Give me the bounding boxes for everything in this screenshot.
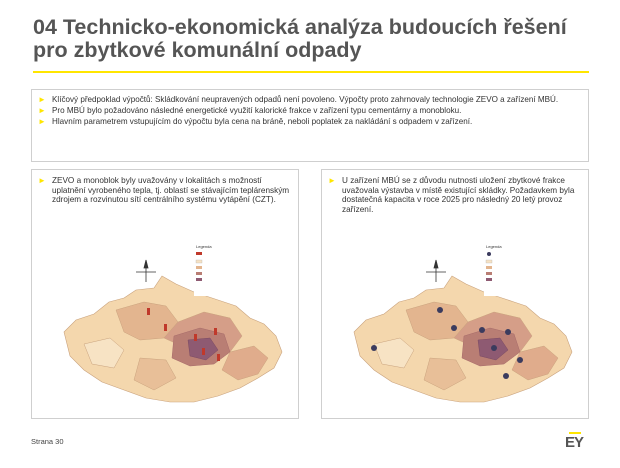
mbu-description: U zařízení MBÚ se z důvodu nutnosti uložení zbytkové frakce uvažovala výstavba v místě existující skládky. Požadavkem byla dostatečná kapacita v roce 2025 pro následný 20 letý provoz zařízení. (342, 176, 575, 214)
list-item: ► Pro MBÚ bylo požadováno následné energetické využití kalorické frakce v zařízení typu cementárny a monobloku. (38, 106, 462, 115)
bullet-arrow-icon: ► (328, 176, 336, 185)
compass-icon (426, 260, 446, 282)
page-title: 04 Technicko-ekonomická analýza budoucích řešení pro zbytkové komunální odpady (33, 15, 567, 62)
region-map-mbu (344, 240, 584, 415)
page-number: Strana 30 (31, 437, 64, 446)
mbu-panel (321, 169, 589, 419)
zevo-panel (31, 169, 299, 419)
key-points-box (31, 89, 589, 162)
legend-title: Legenda (196, 244, 212, 249)
title-underline (33, 71, 589, 73)
bullet-arrow-icon: ► (38, 117, 46, 126)
map-legend (484, 242, 566, 296)
key-points-list (32, 90, 588, 127)
bullet-arrow-icon: ► (38, 106, 46, 115)
bullet-arrow-icon: ► (38, 95, 46, 104)
bullet-arrow-icon: ► (38, 176, 46, 185)
zevo-description: ZEVO a monoblok byly uvažovány v lokalitách s možností uplatnění vyrobeného tepla, tj. oblastí se stávajícím teplárenským zdrojem a rozvinutou sítí centrálního systému vytápění (CZT). (52, 176, 290, 205)
compass-icon (136, 260, 156, 282)
list-item: ► Hlavním parametrem vstupujícím do výpočtu byla cena na bráně, neboli poplatek za nakládání s odpadem v zařízení. (38, 117, 473, 126)
ey-logo: EY (565, 434, 584, 451)
legend-title: Legenda (486, 244, 502, 249)
region-map-zevo (54, 240, 294, 415)
map-legend (194, 242, 276, 296)
list-item: ► Klíčový předpoklad výpočtů: Skládkování neupravených odpadů není povoleno. Výpočty proto zahrnovaly technologie ZEVO a zařízení MBÚ. (38, 95, 559, 104)
